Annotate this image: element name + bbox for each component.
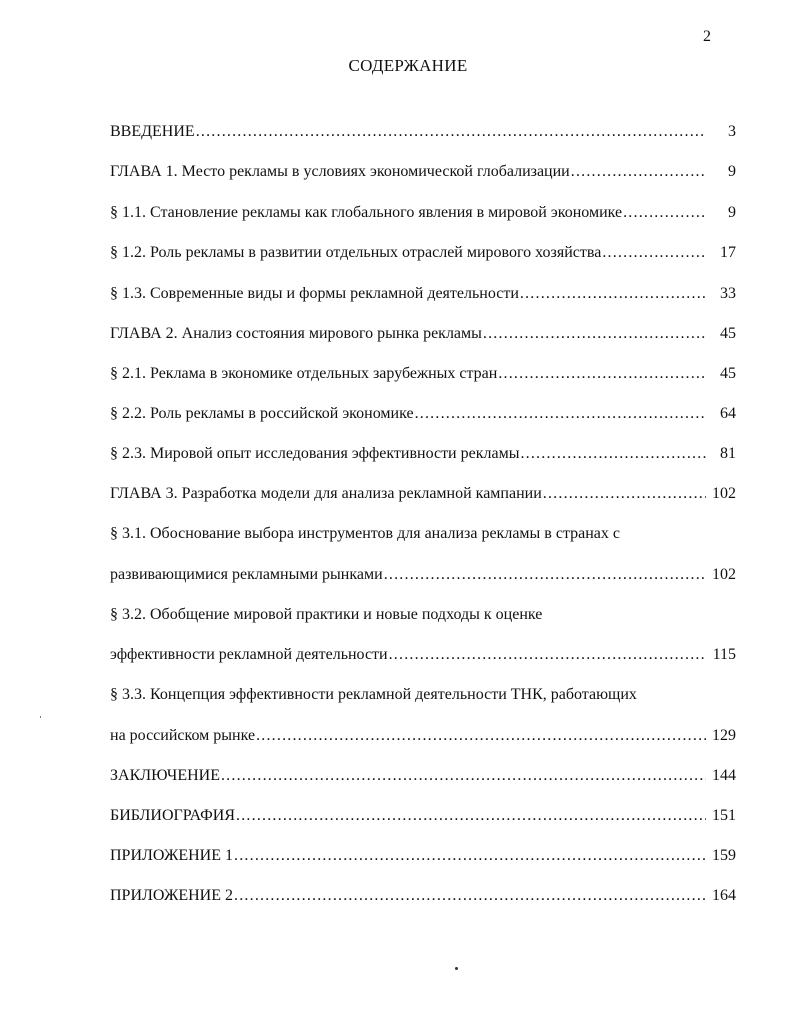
toc-entry-section-3-3[interactable] — [110, 726, 736, 746]
dot-leader — [571, 162, 706, 182]
toc-entry-section-3-1-line1[interactable]: § 3.1. Обоснование выбора инструментов для анализа рекламы в странах с — [110, 525, 620, 542]
toc-entry-section-1-3[interactable] — [110, 284, 736, 304]
toc-entry-label: на российском рынке — [110, 727, 256, 744]
toc-entry-label: ГЛАВА 1. Место рекламы в условиях экономической глобализации — [110, 163, 570, 180]
toc-entry-label: эффективности рекламной деятельности — [110, 646, 388, 663]
toc-entry-label: § 2.1. Реклама в экономике отдельных зарубежных стран — [110, 365, 498, 382]
toc-entry-page: 9 — [728, 163, 736, 180]
toc-entry-page: 129 — [712, 727, 736, 744]
toc-entry-page: 102 — [712, 566, 736, 583]
dot-leader — [602, 243, 706, 263]
toc-entry-bibliography[interactable] — [110, 806, 736, 826]
toc-entry-appendix-2[interactable] — [110, 886, 736, 906]
page-title: СОДЕРЖАНИЕ — [348, 56, 468, 75]
toc-entry-label: БИБЛИОГРАФИЯ — [110, 807, 236, 824]
dot-leader — [520, 284, 706, 304]
toc-entry-page: 17 — [720, 244, 736, 261]
toc-entry-label: § 1.1. Становление рекламы как глобального явления в мировой экономике — [110, 204, 623, 221]
toc-entry-label: развивающимися рекламными рынками — [110, 566, 383, 583]
toc-entry-label: ВВЕДЕНИЕ — [110, 123, 195, 140]
toc-entry-label: ПРИЛОЖЕНИЕ 2 — [110, 887, 234, 904]
dot-leader — [498, 364, 706, 384]
toc-entry-chapter-1[interactable] — [110, 162, 736, 182]
toc-entry-label: ПРИЛОЖЕНИЕ 1 — [110, 847, 234, 864]
toc-entry-label: § 1.2. Роль рекламы в развитии отдельных отраслей мирового хозяйства — [110, 244, 602, 261]
toc-entry-section-2-2[interactable] — [110, 404, 736, 424]
toc-entry-label: ЗАКЛЮЧЕНИЕ — [110, 767, 220, 784]
toc-entry-page: 45 — [720, 365, 736, 382]
toc-entry-page: 45 — [720, 325, 736, 342]
toc-entry-label: ГЛАВА 2. Анализ состояния мирового рынка рекламы — [110, 325, 482, 342]
page-number: 2 — [703, 28, 711, 45]
dot-leader — [483, 324, 706, 344]
toc-entry-page: 115 — [712, 646, 736, 663]
toc-entry-section-2-1[interactable] — [110, 364, 736, 384]
toc-entry-page: 33 — [720, 285, 736, 302]
scan-artifact — [455, 967, 458, 970]
toc-entry-appendix-1[interactable] — [110, 846, 736, 866]
toc-entry-section-3-2-line1[interactable]: § 3.2. Обобщение мировой практики и новые подходы к оценке — [110, 606, 543, 623]
dot-leader — [384, 565, 706, 585]
scan-artifact — [40, 716, 41, 718]
dot-leader — [234, 846, 706, 866]
toc-entry-section-3-1[interactable] — [110, 565, 736, 585]
toc-entry-label: § 1.3. Современные виды и формы рекламной деятельности — [110, 285, 519, 302]
dot-leader — [236, 806, 706, 826]
toc-entry-label: § 2.3. Мировой опыт исследования эффективности рекламы — [110, 445, 520, 462]
toc-entry-page: 64 — [720, 405, 736, 422]
dot-leader — [389, 645, 706, 665]
toc-entry-section-3-2[interactable] — [110, 645, 736, 665]
toc-entry-section-1-1[interactable] — [110, 203, 736, 223]
dot-leader — [221, 766, 706, 786]
dot-leader — [196, 122, 706, 142]
toc-entry-page: 144 — [712, 767, 736, 784]
toc-entry-page: 102 — [712, 485, 736, 502]
toc-entry-page: 81 — [720, 445, 736, 462]
toc-entry-page: 151 — [712, 807, 736, 824]
toc-entry-conclusion[interactable] — [110, 766, 736, 786]
toc-entry-label: ГЛАВА 3. Разработка модели для анализа рекламной кампании — [110, 485, 542, 502]
dot-leader — [543, 484, 706, 504]
toc-entry-chapter-2[interactable] — [110, 324, 736, 344]
toc-entry-section-1-2[interactable] — [110, 243, 736, 263]
toc-entry-label: § 2.2. Роль рекламы в российской экономике — [110, 405, 414, 422]
toc-entry-page: 9 — [728, 204, 736, 221]
dot-leader — [623, 203, 706, 223]
toc-entry-introduction[interactable] — [110, 122, 736, 142]
dot-leader — [256, 726, 706, 746]
toc-entry-chapter-3[interactable] — [110, 484, 736, 504]
dot-leader — [415, 404, 706, 424]
toc-entry-section-3-3-line1[interactable]: § 3.3. Концепция эффективности рекламной деятельности ТНК, работающих — [110, 686, 637, 703]
toc-entry-page: 3 — [728, 123, 736, 140]
toc-entry-page: 164 — [712, 887, 736, 904]
dot-leader — [234, 886, 706, 906]
toc-entry-page: 159 — [712, 847, 736, 864]
toc-entry-section-2-3[interactable] — [110, 444, 736, 464]
dot-leader — [520, 444, 706, 464]
